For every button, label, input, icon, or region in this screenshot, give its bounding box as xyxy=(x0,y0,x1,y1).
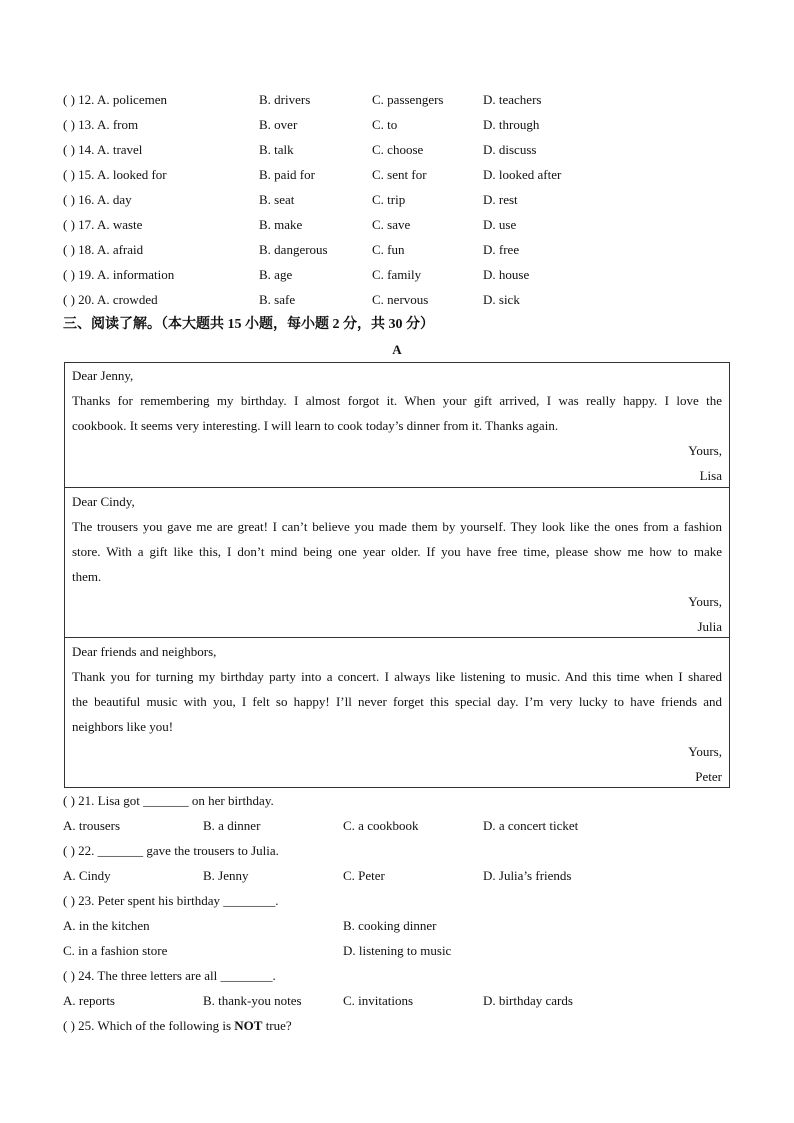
option-a: A. trousers xyxy=(63,818,121,833)
letter-closing: Yours, xyxy=(688,744,722,759)
option-d: D. Julia’s friends xyxy=(483,868,572,883)
option-b: B. talk xyxy=(259,142,294,157)
letter-greeting: Dear Jenny, xyxy=(72,368,134,383)
letter-peter xyxy=(65,637,729,788)
letter-line: them. xyxy=(72,569,102,584)
letter-line: The trousers you gave me are great! I can’t believe you made them by yourself. They look like the ones from a fashion xyxy=(72,519,722,534)
question-23: ( ) 23. Peter spent his birthday ________. xyxy=(63,893,279,908)
option-c: C. nervous xyxy=(372,292,429,307)
letter-line: store. With a gift like this, I don’t mind being one year older. If you have free time, please show me how to make xyxy=(72,544,722,559)
option-d: D. sick xyxy=(483,292,520,307)
option-b: B. a dinner xyxy=(203,818,261,833)
question-stem: ( ) 20. A. crowded xyxy=(63,292,158,307)
letter-line: cookbook. It seems very interesting. I will learn to cook today’s dinner from it. Thanks again. xyxy=(72,418,559,433)
option-b: B. over xyxy=(259,117,298,132)
option-d: D. listening to music xyxy=(343,943,452,958)
option-c: C. passengers xyxy=(372,92,444,107)
question-stem: ( ) 18. A. afraid xyxy=(63,242,144,257)
option-c: C. fun xyxy=(372,242,405,257)
passage-label: A xyxy=(392,342,402,357)
letter-line: neighbors like you! xyxy=(72,719,174,734)
option-d: D. through xyxy=(483,117,540,132)
question-22: ( ) 22. _______ gave the trousers to Julia. xyxy=(63,843,279,858)
option-b: B. drivers xyxy=(259,92,311,107)
letter-line: Thanks for remembering my birthday. I almost forgot it. When your gift arrived, I was really happy. I love the xyxy=(72,393,722,408)
option-c: C. family xyxy=(372,267,422,282)
option-c: C. in a fashion store xyxy=(63,943,168,958)
option-d: D. rest xyxy=(483,192,518,207)
letter-closing: Yours, xyxy=(688,594,722,609)
letter-julia xyxy=(65,487,729,638)
option-b: B. make xyxy=(259,217,303,232)
letter-signature: Peter xyxy=(695,769,722,784)
question-25-stem: ( ) 25. Which of the following is xyxy=(63,1018,235,1033)
letter-lisa xyxy=(65,363,729,487)
question-25-emphasis: NOT xyxy=(234,1018,263,1033)
option-c: C. sent for xyxy=(372,167,427,182)
option-d: D. house xyxy=(483,267,530,282)
letters-box xyxy=(64,362,730,788)
question-stem: ( ) 17. A. waste xyxy=(63,217,143,232)
letter-signature: Lisa xyxy=(699,468,722,483)
question-stem: ( ) 14. A. travel xyxy=(63,142,143,157)
letter-line: Thank you for turning my birthday party into a concert. I always like listening to music. And this time when I shared xyxy=(72,669,722,684)
question-stem: ( ) 12. A. policemen xyxy=(63,92,167,107)
question-24: ( ) 24. The three letters are all ________. xyxy=(63,968,276,983)
letter-closing: Yours, xyxy=(688,443,722,458)
option-b: B. seat xyxy=(259,192,295,207)
option-d: D. birthday cards xyxy=(483,993,573,1008)
question-stem: ( ) 13. A. from xyxy=(63,117,139,132)
option-b: B. cooking dinner xyxy=(343,918,437,933)
question-25-stem-end: true? xyxy=(262,1018,292,1033)
option-d: D. use xyxy=(483,217,517,232)
option-a: A. reports xyxy=(63,993,115,1008)
option-d: D. a concert ticket xyxy=(483,818,579,833)
question-stem: ( ) 15. A. looked for xyxy=(63,167,167,182)
option-c: C. save xyxy=(372,217,411,232)
letter-greeting: Dear Cindy, xyxy=(72,494,135,509)
letter-greeting: Dear friends and neighbors, xyxy=(72,644,217,659)
option-c: C. invitations xyxy=(343,993,414,1008)
option-b: B. safe xyxy=(259,292,296,307)
letter-signature: Julia xyxy=(697,619,722,634)
section-heading: 三、阅读了解。（本大题共 15 小题，每小题 2 分，共 30 分） xyxy=(63,317,434,332)
option-b: B. thank-you notes xyxy=(203,993,302,1008)
option-d: D. looked after xyxy=(483,167,562,182)
option-a: A. in the kitchen xyxy=(63,918,150,933)
option-b: B. Jenny xyxy=(203,868,249,883)
option-d: D. discuss xyxy=(483,142,537,157)
question-stem: ( ) 19. A. information xyxy=(63,267,175,282)
option-c: C. a cookbook xyxy=(343,818,419,833)
option-d: D. free xyxy=(483,242,520,257)
option-c: C. Peter xyxy=(343,868,385,883)
option-c: C. choose xyxy=(372,142,424,157)
option-c: C. to xyxy=(372,117,398,132)
option-c: C. trip xyxy=(372,192,406,207)
option-b: B. dangerous xyxy=(259,242,328,257)
option-b: B. age xyxy=(259,267,293,282)
letter-line: the beautiful music with you, I felt so happy! I’ll never forget this special day. I’m very lucky to have friends and xyxy=(72,694,722,709)
question-stem: ( ) 16. A. day xyxy=(63,192,132,207)
question-21: ( ) 21. Lisa got _______ on her birthday. xyxy=(63,793,274,808)
option-a: A. Cindy xyxy=(63,868,111,883)
option-d: D. teachers xyxy=(483,92,542,107)
question-25 xyxy=(63,1013,292,1038)
option-b: B. paid for xyxy=(259,167,315,182)
